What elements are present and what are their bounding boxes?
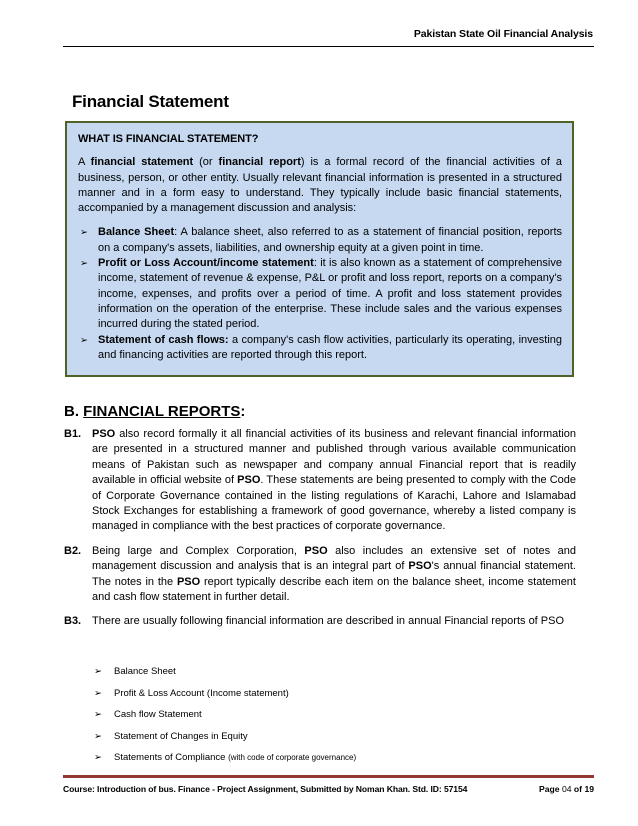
arrow-bullet-icon: ➢ bbox=[80, 227, 88, 239]
footer-course-info: Course: Introduction of bus. Finance - Project Assignment, Submitted by Noman Khan. Std. ID: 57154 bbox=[63, 784, 468, 794]
arrow-bullet-icon: ➢ bbox=[94, 709, 102, 721]
callout-bullet-balance-sheet: ➢ Balance Sheet: A balance sheet, also referred to as a statement of financial position, reports on a company's assets, liabilities, and ownership equity at a given point in time. bbox=[80, 226, 563, 254]
arrow-bullet-icon: ➢ bbox=[94, 752, 102, 764]
item-label: B1. bbox=[64, 428, 82, 440]
callout-intro-paragraph: A financial statement (or financial report) is a formal record of the financial activities of a business, person, or other entity. Usually relevant financial information is presented in a structured manner and in a form easy to understand. They typically include basic financial statements, accompanied by a management discussion and analysis: bbox=[78, 156, 562, 215]
financial-reports-items bbox=[64, 427, 576, 639]
arrow-bullet-icon: ➢ bbox=[94, 687, 102, 699]
report-item-b1: B1. PSO also record formally it all financial activities of its business and relevant financial information are presented in a structured manner and published through various available communication means of Pakistan such as newspaper and company annual Financial report that is readily available in official website of PSO. These statements are being presented to comply with the Code of Corporate Governance contained in the listing regulations of Karachi, Lahore and Islamabad Stock Exchanges for establishing a framework of good governance, whereby a listed company is managed in compliance with the best practices of corporate governance. bbox=[64, 428, 576, 533]
list-item: ➢ Statement of Changes in Equity bbox=[94, 730, 248, 742]
arrow-bullet-icon: ➢ bbox=[94, 666, 102, 678]
page-number: Page 04 of 19 bbox=[539, 784, 594, 794]
item-label: B2. bbox=[64, 544, 82, 557]
financial-reports-heading: B. FINANCIAL REPORTS: bbox=[64, 403, 246, 420]
list-item: ➢ Cash flow Statement bbox=[94, 709, 202, 721]
arrow-bullet-icon: ➢ bbox=[94, 730, 102, 742]
list-item: ➢ Balance Sheet bbox=[94, 666, 176, 678]
report-item-b3: B3. There are usually following financial information are described in annual Financial reports of PSO bbox=[64, 614, 576, 629]
section-title: Financial Statement bbox=[72, 92, 229, 111]
arrow-bullet-icon: ➢ bbox=[80, 334, 88, 346]
arrow-bullet-icon: ➢ bbox=[80, 258, 88, 270]
callout-bullet-income-statement: ➢ Profit or Loss Account/income statement: it is also known as a statement of comprehensive income, statement of revenue & expense, P&L or profit and loss report, reports on a company's income, expenses, and profits over a period of time. A profit and loss statement provides information on the operation of the enterprise. These include sales and the various expenses incurred during the stated period. bbox=[80, 257, 562, 331]
item-label: B3. bbox=[64, 615, 82, 628]
list-item: ➢ Profit & Loss Account (Income statement) bbox=[94, 687, 289, 699]
definition-callout-box bbox=[65, 121, 574, 377]
footer-rule bbox=[63, 775, 594, 778]
header-rule bbox=[63, 46, 594, 47]
callout-heading: WHAT IS FINANCIAL STATEMENT? bbox=[78, 133, 259, 145]
financial-info-list bbox=[94, 661, 574, 769]
running-header: Pakistan State Oil Financial Analysis bbox=[413, 28, 593, 40]
report-item-b2: B2. Being large and Complex Corporation, PSO also includes an extensive set of notes and management discussion and analysis that is an integral part of PSO's annual financial statement. The notes in the PSO report typically describe each item on the balance sheet, income statement and cash flow statement in further detail. bbox=[64, 544, 576, 604]
callout-bullet-cash-flows: ➢ Statement of cash flows: a company's cash flow activities, particularly its operating, investing and financing activities are reported through this report. bbox=[80, 333, 562, 361]
list-item: ➢ Statements of Compliance (with code of corporate governance) bbox=[94, 752, 357, 764]
